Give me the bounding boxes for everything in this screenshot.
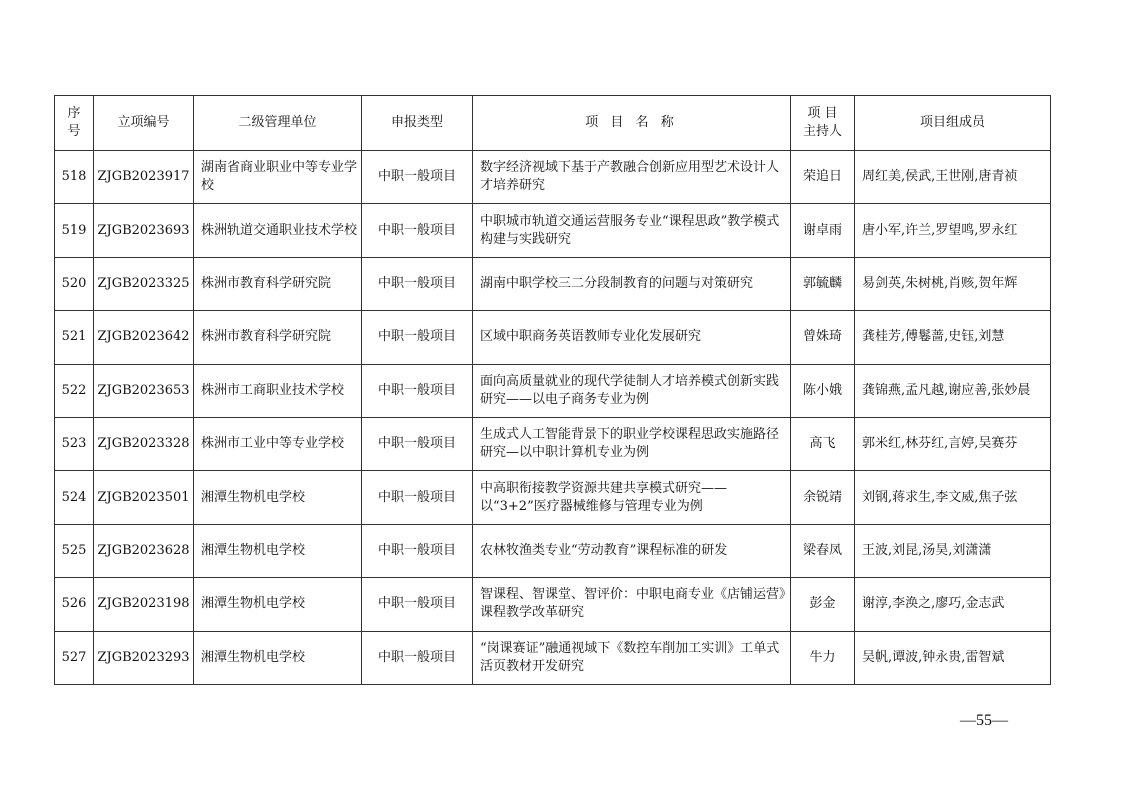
cell-type: 中职一般项目 <box>362 417 473 470</box>
table-row <box>55 311 1051 364</box>
cell-type: 中职一般项目 <box>362 471 473 524</box>
cell-unit: 湘潭生物机电学校 <box>194 631 362 684</box>
cell-seq: 523 <box>55 417 94 470</box>
cell-host: 陈小娥 <box>791 364 855 417</box>
cell-members: 郭米红,林芬红,言婷,吴赛芬 <box>855 417 1051 470</box>
cell-type: 中职一般项目 <box>362 311 473 364</box>
cell-unit: 株洲市工业中等专业学校 <box>194 417 362 470</box>
cell-code: ZJGB2023653 <box>94 364 194 417</box>
cell-host: 郭毓麟 <box>791 257 855 310</box>
cell-project-name: 区域中职商务英语教师专业化发展研究 <box>473 311 791 364</box>
cell-code: ZJGB2023501 <box>94 471 194 524</box>
cell-host: 余锐靖 <box>791 471 855 524</box>
cell-members: 龚锦燕,孟凡越,谢应善,张妙晨 <box>855 364 1051 417</box>
cell-seq: 526 <box>55 578 94 631</box>
table-header-row <box>55 96 1051 151</box>
cell-unit: 株洲轨道交通职业技术学校 <box>194 204 362 257</box>
table-row <box>55 151 1051 204</box>
table-row <box>55 364 1051 417</box>
cell-seq: 524 <box>55 471 94 524</box>
table-row <box>55 471 1051 524</box>
cell-project-name: 中职城市轨道交通运营服务专业“课程思政”教学模式构建与实践研究 <box>473 204 791 257</box>
cell-members: 谢淳,李涣之,廖巧,金志武 <box>855 578 1051 631</box>
cell-type: 中职一般项目 <box>362 364 473 417</box>
cell-code: ZJGB2023293 <box>94 631 194 684</box>
cell-type: 中职一般项目 <box>362 524 473 577</box>
page-number: —55— <box>960 712 1008 729</box>
header-code: 立项编号 <box>94 96 194 151</box>
header-host: 项 目 主持人 <box>791 96 855 151</box>
cell-project-name: “岗课赛证”融通视域下《数控车削加工实训》工单式活页教材开发研究 <box>473 631 791 684</box>
cell-code: ZJGB2023693 <box>94 204 194 257</box>
cell-project-name: 智课程、智课堂、智评价：中职电商专业《店铺运营》课程教学改革研究 <box>473 578 791 631</box>
cell-members: 易剑英,朱树桃,肖赅,贺年辉 <box>855 257 1051 310</box>
cell-members: 周红美,侯武,王世刚,唐青祯 <box>855 151 1051 204</box>
cell-project-name: 生成式人工智能背景下的职业学校课程思政实施路径研究—以中职计算机专业为例 <box>473 417 791 470</box>
cell-project-name: 湖南中职学校三二分段制教育的问题与对策研究 <box>473 257 791 310</box>
cell-seq: 519 <box>55 204 94 257</box>
cell-code: ZJGB2023628 <box>94 524 194 577</box>
cell-unit: 株洲市教育科学研究院 <box>194 257 362 310</box>
table-row <box>55 631 1051 684</box>
table-row <box>55 257 1051 310</box>
cell-seq: 527 <box>55 631 94 684</box>
header-seq: 序号 <box>55 96 94 151</box>
cell-members: 龚桂芳,傅鬈蔷,史钰,刘慧 <box>855 311 1051 364</box>
cell-type: 中职一般项目 <box>362 204 473 257</box>
table-row <box>55 524 1051 577</box>
header-members: 项目组成员 <box>855 96 1051 151</box>
cell-type: 中职一般项目 <box>362 151 473 204</box>
cell-code: ZJGB2023917 <box>94 151 194 204</box>
cell-unit: 株洲市教育科学研究院 <box>194 311 362 364</box>
header-unit: 二级管理单位 <box>194 96 362 151</box>
cell-unit: 湖南省商业职业中等专业学校 <box>194 151 362 204</box>
cell-members: 唐小军,许兰,罗望鸣,罗永红 <box>855 204 1051 257</box>
cell-project-name: 数字经济视域下基于产教融合创新应用型艺术设计人才培养研究 <box>473 151 791 204</box>
cell-host: 高飞 <box>791 417 855 470</box>
cell-code: ZJGB2023328 <box>94 417 194 470</box>
cell-unit: 湘潭生物机电学校 <box>194 471 362 524</box>
cell-seq: 525 <box>55 524 94 577</box>
cell-project-name: 农林牧渔类专业“劳动教育”课程标准的研发 <box>473 524 791 577</box>
cell-code: ZJGB2023198 <box>94 578 194 631</box>
cell-members: 吴帆,谭波,钟永贵,雷智斌 <box>855 631 1051 684</box>
cell-host: 牛力 <box>791 631 855 684</box>
cell-unit: 湘潭生物机电学校 <box>194 524 362 577</box>
cell-host: 谢卓雨 <box>791 204 855 257</box>
cell-seq: 521 <box>55 311 94 364</box>
cell-host: 彭金 <box>791 578 855 631</box>
header-name: 项 目 名 称 <box>473 96 791 151</box>
cell-host: 曾姝琦 <box>791 311 855 364</box>
cell-seq: 518 <box>55 151 94 204</box>
cell-project-name: 面向高质量就业的现代学徒制人才培养模式创新实践研究——以电子商务专业为例 <box>473 364 791 417</box>
table-row <box>55 417 1051 470</box>
cell-members: 刘钢,蒋求生,李文威,焦子弦 <box>855 471 1051 524</box>
project-table <box>54 95 1051 685</box>
cell-seq: 520 <box>55 257 94 310</box>
cell-unit: 湘潭生物机电学校 <box>194 578 362 631</box>
cell-unit: 株洲市工商职业技术学校 <box>194 364 362 417</box>
cell-type: 中职一般项目 <box>362 578 473 631</box>
cell-members: 王波,刘昆,汤昊,刘潇潇 <box>855 524 1051 577</box>
table-row <box>55 578 1051 631</box>
header-type: 申报类型 <box>362 96 473 151</box>
cell-host: 荣追日 <box>791 151 855 204</box>
table-row <box>55 204 1051 257</box>
cell-seq: 522 <box>55 364 94 417</box>
cell-type: 中职一般项目 <box>362 631 473 684</box>
cell-type: 中职一般项目 <box>362 257 473 310</box>
cell-host: 梁春凤 <box>791 524 855 577</box>
cell-project-name: 中高职衔接教学资源共建共享模式研究——以“3+2”医疗器械维修与管理专业为例 <box>473 471 791 524</box>
cell-code: ZJGB2023325 <box>94 257 194 310</box>
cell-code: ZJGB2023642 <box>94 311 194 364</box>
